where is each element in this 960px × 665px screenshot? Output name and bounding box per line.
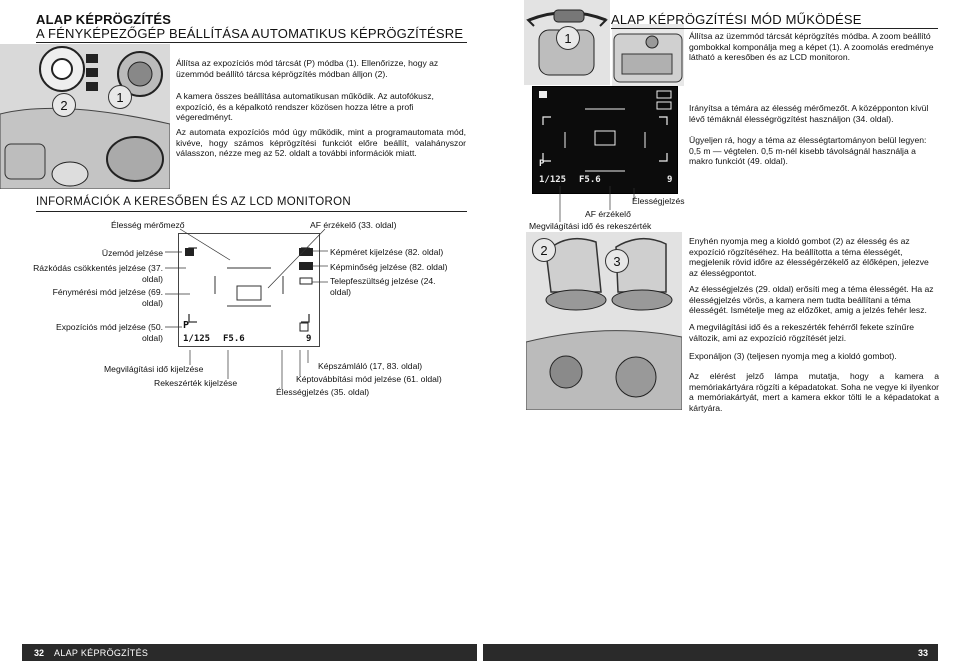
- label-shutter-aperture: Megvilágítási idő és rekeszérték: [529, 221, 652, 231]
- footer-right-bar: [483, 644, 938, 661]
- lcd-count-glyph: 9: [306, 334, 312, 344]
- footer-left-bar: [22, 644, 477, 661]
- label-image-quality: Képminőség jelzése (82. oldal): [330, 262, 448, 272]
- auto-paragraph: A kamera összes beállítása automatikusan működik. Az autofókusz, expozíció, és a képalkotó rendszer közösen hozza létre a profi végeredményt.: [176, 91, 434, 123]
- label-af-sensor: AF érzékelő (33. oldal): [310, 220, 397, 230]
- label-drive-mode: Képtovábbítási mód jelzése (61. oldal): [296, 374, 442, 384]
- label-frame-counter: Képszámláló (17, 83. oldal): [318, 361, 423, 371]
- callout-lines: [520, 180, 690, 225]
- lcd-count-glyph: 9: [667, 175, 673, 185]
- full-press-text: Exponáljon (3) (teljesen nyomja meg a kioldó gombot).: [689, 351, 897, 361]
- callout-lines: [0, 0, 480, 400]
- label-battery: Telepfeszültség jelzése (24. oldal): [330, 276, 436, 297]
- label-focus-frame: Élesség mérőmező: [111, 220, 185, 230]
- camera-back-photo: [612, 24, 684, 86]
- intro-text: Állítsa az expozíciós mód tárcsát (P) módba (1). Ellenőrizze, hogy az üzemmód beállító tárcsa képrögzítés módban álljon (2).: [176, 58, 439, 79]
- section-title: INFORMÁCIÓK A KERESŐBEN ÉS AZ LCD MONITORON: [36, 196, 351, 208]
- page-subtitle-left: A FÉNYKÉPEZŐGÉP BEÁLLÍTÁSA AUTOMATIKUS KÉPRÖGZÍTÉSRE: [36, 26, 464, 41]
- label-focus-signal: Élességjelzés: [632, 196, 685, 206]
- page-number-left: 32: [34, 647, 45, 658]
- focus-signal-text: Az élességjelzés (29. oldal) erősíti meg a téma élességét. Ha az élességjelzés vörös, a kamera nem tudta beállítani a téma élességét. Ismételje meg az előzőket, amig a jelzés fehér lesz.: [689, 284, 934, 316]
- footer-section-label: ALAP KÉPRÖGZÍTÉS: [54, 647, 149, 658]
- label-antishake: Rázkódás csökkentés jelzése (37. oldal): [33, 263, 163, 284]
- label-af-sensor: AF érzékelő: [585, 209, 631, 219]
- divider: [611, 28, 938, 29]
- lcd-aperture-glyph: F5.6: [579, 175, 601, 185]
- step-number-1: 1: [108, 85, 132, 109]
- label-exposure-mode: Expozíciós mód jelzése (50. oldal): [56, 322, 163, 343]
- range-text: Ügyeljen rá, hogy a téma az élességtartományon belül legyen: 0,5 m — végtelen. 0,5 m-nél kisebb távolságnál használja a makro funkciót (49. oldal).: [689, 135, 927, 167]
- aim-text: Irányítsa a témára az élesség mérőmezőt. A középponton kívül lévő témáknál élességrögzítést használjon (34. oldal).: [689, 103, 929, 124]
- label-aperture: Rekeszérték kijelzése: [154, 378, 238, 388]
- lcd-shutter-glyph: 1/125: [539, 175, 567, 185]
- label-shutter: Megvilágítási idő kijelzése: [104, 364, 204, 374]
- lcd-monitor-diagram: [532, 86, 678, 194]
- lcd-mode-glyph: P: [183, 320, 190, 331]
- step-number-2: 2: [52, 93, 76, 117]
- label-metering: Fénymérési mód jelzése (69. oldal): [52, 287, 163, 308]
- half-press-text: Enyhén nyomja meg a kioldó gombot (2) az élesség és az expozíció rögzítéséhez. Ha beállította a téma élességét, megjelenik rövid időre az élességérzékelő az élőképen, jelezve az élességpontot.: [689, 236, 929, 278]
- page-title-left: ALAP KÉPRÖGZÍTÉS: [36, 12, 172, 27]
- auto-exposure-paragraph: Az automata expozíciós mód úgy működik, mint a programautomata mód, kivéve, hogy számos képrögzítési funkciót előre beállít, valahányszor válasszon, nézze meg az 52. oldalt a további információk miatt.: [176, 127, 466, 159]
- exposure-lock-text: A megvilágítási idő és a rekeszérték fehérről fekete színűre változik, ami az expozíció rögzítését jelzi.: [689, 322, 914, 343]
- label-image-size: Képméret kijelzése (82. oldal): [330, 247, 444, 257]
- access-lamp-text: Az elérést jelző lámpa mutatja, hogy a kamera a memóriakártyára rögzíti a képadatokat. Soha ne vegye ki ilyenkor a memóriakártyát, mert a kamera ekkor tölti le a képadatokat a kártyára.: [689, 371, 939, 413]
- page-number-right: 33: [917, 647, 928, 658]
- step-number-3: 3: [605, 249, 629, 273]
- step-number-1: 1: [556, 26, 580, 50]
- lcd-mode-glyph: P: [539, 159, 545, 169]
- page-title-right: ALAP KÉPRÖGZÍTÉSI MÓD MŰKÖDÉSE: [611, 12, 862, 27]
- zoom-intro-text: Állítsa az üzemmód tárcsát képrögzítés módba. A zoom beállító gombokkal komponálja meg a képet (1). A zoomolás eredménye látható a keresőben és az LCD monitoron.: [689, 31, 934, 63]
- label-mode: Üzemód jelzése: [101, 248, 163, 258]
- lcd-shutter-glyph: 1/125: [183, 334, 211, 344]
- label-focus-signal: Élességjelzés (35. oldal): [276, 387, 370, 397]
- lcd-aperture-glyph: F5.6: [223, 334, 245, 344]
- footer: [0, 641, 960, 665]
- step-number-2: 2: [532, 238, 556, 262]
